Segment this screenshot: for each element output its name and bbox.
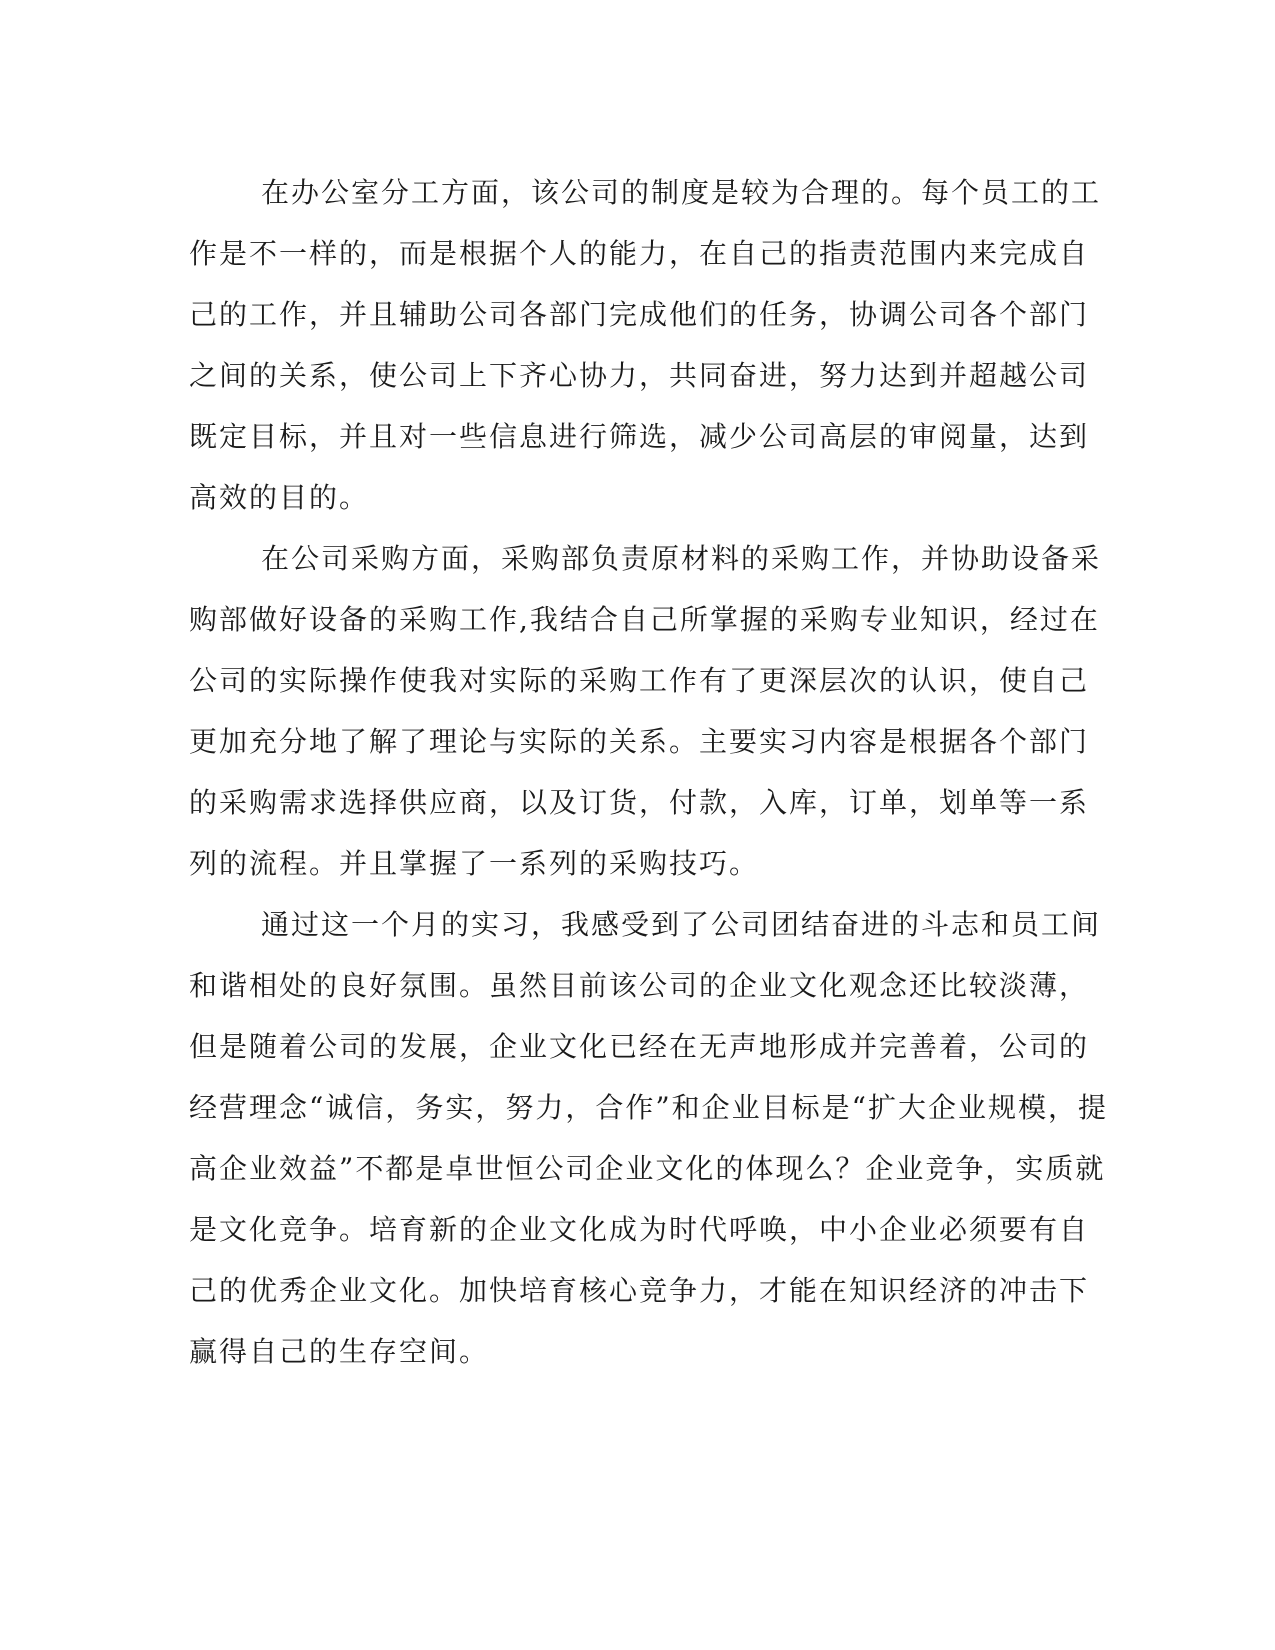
text-line: 通过这一个月的实习，我感受到了公司团结奋进的斗志和员工间 (261, 908, 1102, 941)
text-line: 赢得自己的生存空间。 (189, 1335, 490, 1368)
text-line: 在公司采购方面，采购部负责原材料的采购工作，并协助设备采 (261, 542, 1102, 575)
text-line: 购部做好设备的采购工作,我结合自己所掌握的采购专业知识，经过在 (189, 603, 1100, 636)
text-line: 但是随着公司的发展，企业文化已经在无声地形成并完善着，公司的 (189, 1030, 1090, 1063)
text-line: 在办公室分工方面，该公司的制度是较为合理的。每个员工的工 (261, 176, 1102, 209)
paragraph-purchasing (189, 528, 1102, 894)
text-line: 经营理念“诚信，务实，努力，合作”和企业目标是“扩大企业规模，提 (189, 1091, 1108, 1124)
text-line: 高企业效益”不都是卓世恒公司企业文化的体现么？企业竞争，实质就 (189, 1152, 1106, 1185)
text-line: 是文化竞争。培育新的企业文化成为时代呼唤，中小企业必须要有自 (189, 1213, 1090, 1246)
text-line: 更加充分地了解了理论与实际的关系。主要实习内容是根据各个部门 (189, 725, 1090, 758)
text-line: 和谐相处的良好氛围。虽然目前该公司的企业文化观念还比较淡薄， (189, 969, 1090, 1002)
text-line: 己的工作，并且辅助公司各部门完成他们的任务，协调公司各个部门 (189, 298, 1090, 331)
document-body (189, 162, 1108, 1382)
paragraph-corporate-culture (189, 894, 1108, 1382)
text-line: 的采购需求选择供应商，以及订货，付款，入库，订单，划单等一系 (189, 786, 1090, 819)
text-line: 列的流程。并且掌握了一系列的采购技巧。 (189, 847, 760, 880)
text-line: 高效的目的。 (189, 481, 370, 514)
text-line: 之间的关系，使公司上下齐心协力，共同奋进，努力达到并超越公司 (189, 359, 1090, 392)
text-line: 己的优秀企业文化。加快培育核心竞争力，才能在知识经济的冲击下 (189, 1274, 1090, 1307)
paragraph-office-division (189, 162, 1102, 528)
text-line: 既定目标，并且对一些信息进行筛选，减少公司高层的审阅量，达到 (189, 420, 1090, 453)
text-line: 作是不一样的，而是根据个人的能力，在自己的指责范围内来完成自 (189, 237, 1090, 270)
text-line: 公司的实际操作使我对实际的采购工作有了更深层次的认识，使自己 (189, 664, 1090, 697)
